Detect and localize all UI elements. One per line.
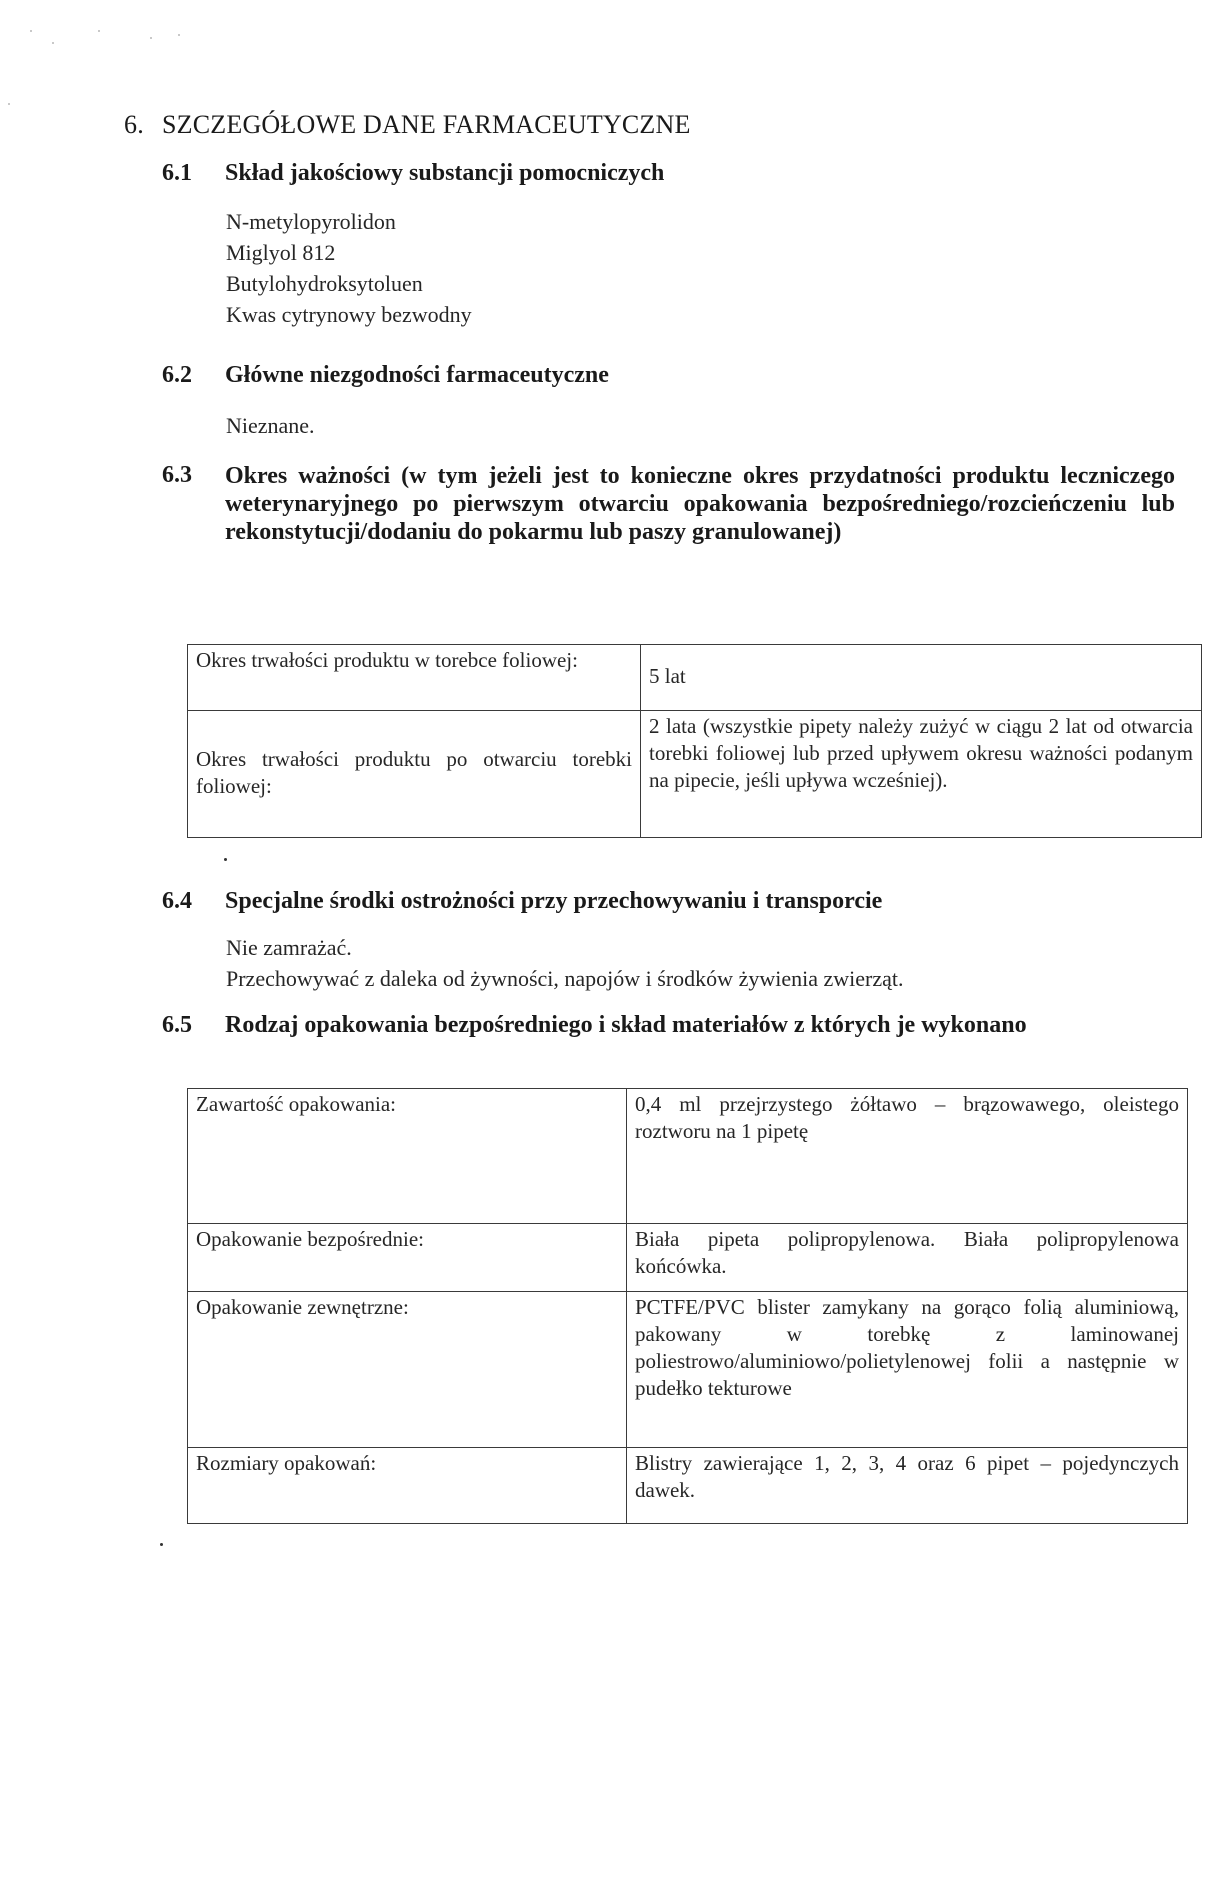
- subsection-number-6-2: 6.2: [162, 362, 192, 388]
- subsection-title-6-4: Specjalne środki ostrożności przy przechowywaniu i transporcie: [225, 888, 883, 914]
- table-row: [188, 1448, 1188, 1524]
- storage-line: Nie zamrażać.: [226, 935, 352, 960]
- table-cell-value: Biała pipeta polipropylenowa. Biała polipropylenowa końcówka.: [627, 1224, 1188, 1292]
- storage-line: Przechowywać z daleka od żywności, napojów i środków żywienia zwierząt.: [226, 966, 904, 991]
- excipient-item: Kwas cytrynowy bezwodny: [226, 302, 472, 327]
- scan-speck: [8, 103, 10, 105]
- table-cell-label: Opakowanie zewnętrzne:: [188, 1292, 627, 1448]
- table-cell-label: Okres trwałości produktu w torebce foliowej:: [188, 645, 641, 711]
- table-row: [188, 1089, 1188, 1224]
- scan-speck: [52, 42, 54, 44]
- storage-precautions: [226, 932, 903, 994]
- table-cell-value: PCTFE/PVC blister zamykany na gorąco folią aluminiową, pakowany w torebkę z laminowanej poliestrowo/aluminiowo/polietylenowej folii a następnie w pudełko tekturowe: [627, 1292, 1188, 1448]
- shelf-life-table: [187, 644, 1202, 838]
- table-cell-label: Opakowanie bezpośrednie:: [188, 1224, 627, 1292]
- subsection-title-6-2: Główne niezgodności farmaceutyczne: [225, 362, 609, 388]
- subsection-number-6-1: 6.1: [162, 160, 192, 186]
- packaging-table: [187, 1088, 1188, 1524]
- table-cell-label: Rozmiary opakowań:: [188, 1448, 627, 1524]
- subsection-title-6-3: Okres ważności (w tym jeżeli jest to konieczne okres przydatności produktu leczniczego weterynaryjnego po pierwszym otwarciu opakowania bezpośredniego/rozcieńczeniu lub rekonstytucji/dodaniu do pokarmu lub paszy granulowanej): [225, 463, 1175, 545]
- excipient-item: Miglyol 812: [226, 240, 336, 265]
- subsection-number-6-3: 6.3: [162, 462, 192, 488]
- table-cell-label: Okres trwałości produktu po otwarciu torebki foliowej:: [188, 711, 641, 838]
- excipient-list: [226, 206, 472, 330]
- subsection-title-6-5: Rodzaj opakowania bezpośredniego i skład materiałów z których je wykonano: [225, 1012, 1027, 1038]
- subsection-number-6-4: 6.4: [162, 888, 192, 914]
- scan-speck: [178, 34, 180, 36]
- scan-speck: [30, 30, 32, 32]
- table-cell-label: Zawartość opakowania:: [188, 1089, 627, 1224]
- section-title: SZCZEGÓŁOWE DANE FARMACEUTYCZNE: [162, 110, 691, 139]
- table-cell-value: 0,4 ml przejrzystego żółtawo – brązowawego, oleistego roztworu na 1 pipetę: [627, 1089, 1188, 1224]
- table-row: [188, 645, 1202, 711]
- table-cell-value: 2 lata (wszystkie pipety należy zużyć w ciągu 2 lat od otwarcia torebki foliowej lub przed upływem okresu ważności podanym na pipecie, jeśli upływa wcześniej).: [641, 711, 1202, 838]
- scan-speck: [98, 30, 100, 32]
- table-row: [188, 1292, 1188, 1448]
- table-row: [188, 1224, 1188, 1292]
- subsection-title-6-1: Skład jakościowy substancji pomocniczych: [225, 160, 665, 186]
- subsection-number-6-5: 6.5: [162, 1012, 192, 1038]
- section-heading: [124, 110, 691, 140]
- excipient-item: N-metylopyrolidon: [226, 209, 396, 234]
- stray-mark: [224, 858, 227, 861]
- table-row: [188, 711, 1202, 838]
- table-cell-value: Blistry zawierające 1, 2, 3, 4 oraz 6 pipet – pojedynczych dawek.: [627, 1448, 1188, 1524]
- scan-speck: [150, 37, 152, 39]
- stray-mark: [160, 1543, 163, 1546]
- incompatibilities-text: Nieznane.: [226, 413, 315, 438]
- excipient-item: Butylohydroksytoluen: [226, 271, 423, 296]
- table-cell-value: 5 lat: [641, 645, 1202, 711]
- section-number: 6.: [124, 110, 144, 139]
